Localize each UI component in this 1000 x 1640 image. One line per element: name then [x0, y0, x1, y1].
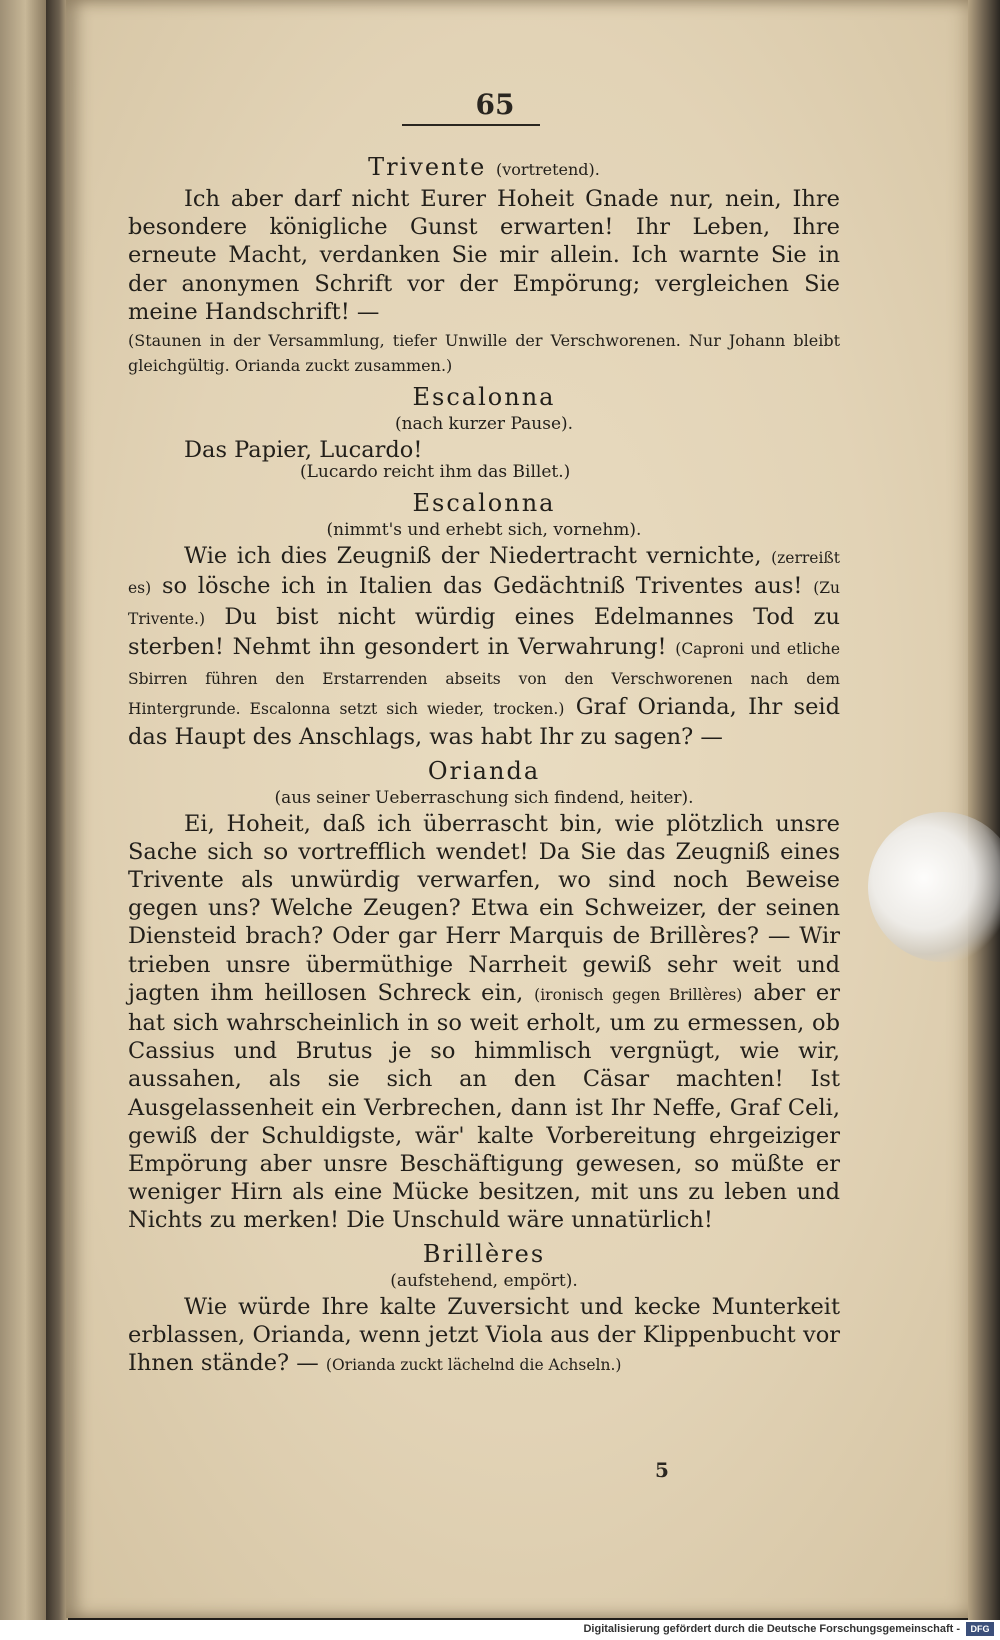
stage-direction: (nimmt's und erhebt sich, vornehm). [326, 520, 642, 541]
text-column [128, 152, 840, 1379]
stage-direction: (Staunen in der Versammlung, tiefer Unwille der Verschworenen. Nur Johann bleibt gleichgültig. Orianda zuckt zusammen.) [128, 331, 840, 376]
speech-text: Ei, Hoheit, daß ich überrascht bin, wie plötzlich unsre Sache sich so vortrefflich wendet! Da Sie das Zeugniß eines Trivente als unwürdig verwarfen, wo sind noch Beweise gegen uns? Welche Zeugen? Etwa ein Schweizer, der seinen Dienstеid brach? Oder gar Herr Marquis de Brillères? — Wir trieben unsre übermüthige Narrheit gewiß sehr weit und jagten ihm heillosen Schreck ein, [128, 810, 840, 1006]
stage-direction: (Caproni und etliche Sbirren führen den Erstarrenden abseits von den Verschworenen nach dem Hintergrunde. Escalonna setzt sich wieder, trocken.) [128, 639, 841, 719]
stage-direction: (zerreißt es) [128, 549, 841, 598]
left-page-edge [0, 0, 46, 1620]
stage-direction: (nach kurzer Pause). [394, 414, 574, 435]
header-rule [402, 124, 540, 126]
gutter-shadow [46, 0, 68, 1620]
stage-direction: (vortretend). [495, 160, 600, 179]
speaker-brilleres: Brillères [422, 1239, 546, 1268]
speech-brilleres [128, 1293, 840, 1380]
stage-direction: (Orianda zuckt lächelnd die Achseln.) [325, 1356, 622, 1375]
dfg-logo: DFG [966, 1622, 994, 1636]
speech-text: Graf Orianda, Ihr seid das Haupt des Anschlags, was habt Ihr zu sagen? — [128, 694, 840, 751]
speech-text: Wie ich dies Zeugniß der Niedertracht vernichte, [184, 543, 762, 570]
speech-text: Du bist nicht würdig eines Edelmannes Tod zu sterben! Nehmt ihn gesondert in Verwahrung! [128, 603, 840, 660]
page-number: 65 [475, 88, 515, 121]
stage-direction: (aufstehend, empört). [390, 1270, 578, 1291]
speaker-orianda: Orianda [427, 756, 541, 785]
speech-text: aber er hat sich wahrscheinlich in so weit erholt, um zu ermessen, ob Cassius und Brutus je so himmlisch vergnügt, wie wir, aussahen, als sie sich an den Cäsar machten! Ist Ausgelassenheit ein Verbrechen, dann ist Ihr Neffe, Graf Celi, gewiß der Schuldigste, wär' kalte Vorbereitung ehrgeiziger Empörung aber unsre Beschäftigung gewesen, so müßte er weniger Hirn als eine Mücke besitzen, mit uns zu leben und Nichts zu merken! Die Unschuld wäre unnatürlich! [128, 979, 840, 1234]
speaker-escalonna: Escalonna [412, 489, 556, 518]
signature-mark: 5 [655, 1458, 669, 1482]
speech-escalonna [128, 542, 840, 751]
stage-direction: (Zu Trivente.) [128, 579, 840, 628]
speech-escalonna: Das Papier, Lucardo! [184, 437, 423, 464]
speaker-trivente: Trivente (vortretend). [368, 153, 600, 181]
stage-direction: (ironisch gegen Brillères) [534, 985, 743, 1004]
speech-text: Wie würde Ihre kalte Zuversicht und kecke Munterkeit erblassen, Orianda, wenn jetzt Viola aus der Klippenbucht vor Ihnen stände? — [128, 1293, 840, 1377]
right-page-edge [968, 0, 1000, 1620]
speaker-escalonna: Escalonna [412, 383, 556, 412]
stage-direction: (aus seiner Ueberraschung sich findend, heiter). [274, 787, 694, 808]
speech-orianda [128, 810, 840, 1235]
stage-direction: (Lucardo reicht ihm das Billet.) [300, 462, 571, 483]
speech-trivente: Ich aber darf nicht Eurer Hoheit Gnade nur, nein, Ihre besondere königliche Gunst erwarten! Ihr Leben, Ihre erneute Macht, verdanken Sie mir allein. Ich warnte Sie in der anonymen Schrift vor der Empörung; vergleichen Sie meine Handschrift! — [128, 186, 840, 325]
footer-credit: Digitalisierung gefördert durch die Deutsche Forschungsgemeinschaft - [583, 1623, 960, 1635]
speech-text: so lösche ich in Italien das Gedächtniß Triventes aus! [161, 573, 803, 600]
